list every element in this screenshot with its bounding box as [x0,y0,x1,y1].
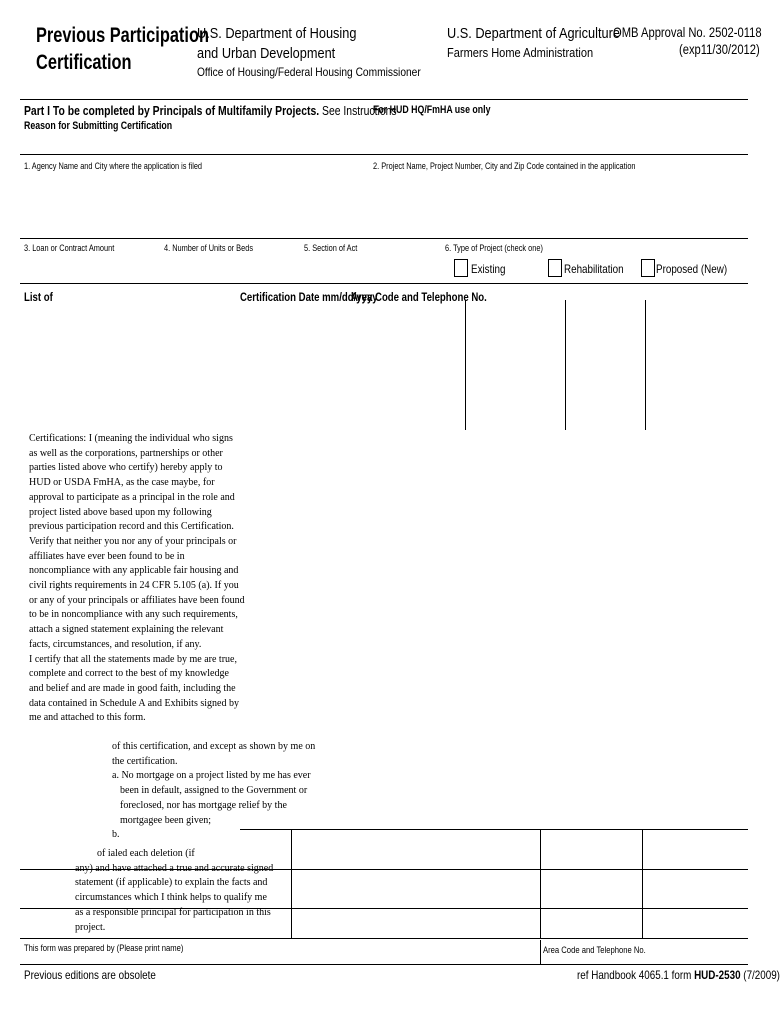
cert-line: Verify that neither you nor any of your principals or [29,535,237,547]
loan-amount-label: 3. Loan or Contract Amount [24,243,115,253]
reason-label: Reason for Submitting Certification [24,120,173,132]
agency-name-label: 1. Agency Name and City where the application is filed [24,161,203,171]
part1-heading-bold: Part I To be completed by Principals of Multifamily Projects. [24,103,320,118]
omb-approval: OMB Approval No. 2502-0118 [613,24,762,40]
cert-line: affiliates have ever been found to be in [29,550,185,562]
rehabilitation-checkbox[interactable] [548,259,562,277]
obsolete-notice: Previous editions are obsolete [24,968,156,982]
area-code-phone-label: Area Code and Telephone No. [351,290,487,304]
form-title-line1: Previous Participation [36,24,209,47]
rehabilitation-option-label: Rehabilitation [564,262,624,276]
cert-line: and belief and are made in good faith, including the [29,682,236,694]
cert-line: noncompliance with any applicable fair housing and [29,565,239,577]
cert-line: any) and have attached a true and accurate signed [75,862,274,874]
form-title [36,22,209,76]
table-col-2 [540,829,541,939]
certification-statement [29,432,245,726]
section-of-act-label: 5. Section of Act [304,243,358,253]
table-row-rule-1 [20,869,748,870]
form-date: (7/2009) [743,968,780,982]
cert-line: project listed above based upon my following [29,506,212,518]
rule-3 [20,283,748,284]
cert-line: of ialed each deletion (if [97,848,195,859]
usda-line2: Farmers Home Administration [447,45,594,60]
cert-line: approval to participate as a principal in the role and [29,491,235,503]
proposed-option-label: Proposed (New) [656,262,728,276]
hud-department [197,24,356,64]
cert-line: attach a signed statement explaining the relevant [29,624,224,636]
list-col-divider-2 [565,300,566,430]
cert-line: been in default, assigned to the Government or [120,785,308,797]
footer-rule [20,964,748,965]
footer-divider [540,940,541,965]
table-col-3 [642,829,643,939]
cert-line: facts, circumstances, and resolution, if any. [29,638,202,650]
hud-line1: U.S. Department of Housing [197,25,357,42]
cert-line: Certifications: I (meaning the individual who signs [29,433,233,444]
existing-checkbox[interactable] [454,259,468,277]
existing-option-label: Existing [471,262,506,276]
footer-area-code-label: Area Code and Telephone No. [543,945,646,955]
cert-line: or any of your principals or affiliates have been found [29,594,245,606]
cert-line: mortgagee been given; [120,814,212,826]
cert-date-label: Certification Date mm/dd/yyyy [240,290,378,304]
cert-line: previous participation record and this Certification. [29,521,234,533]
list-of-label: List of [24,290,53,304]
ref-handbook: ref Handbook 4065.1 form [577,968,692,982]
cert-line: complete and correct to the best of my knowledge [29,668,229,680]
list-col-divider-1 [465,300,466,430]
usda-department [447,24,620,62]
form-title-line2: Certification [36,51,132,74]
header-divider [20,99,748,100]
cert-line: project. [75,921,106,933]
hud-office: Office of Housing/Federal Housing Commissioner [197,65,421,79]
project-name-label: 2. Project Name, Project Number, City and Zip Code contained in the application [373,161,636,171]
cert-line: as a responsible principal for participation in this [75,906,271,918]
see-instructions-text: See Instructions [322,103,397,118]
cert-line: the certification. [112,755,178,767]
cert-line: as well as the corporations, partnerships or other [29,447,223,459]
form-reference [577,968,780,982]
cert-line: of this certification, and except as shown by me on [112,741,316,752]
table-col-1 [291,829,292,939]
table-bottom-rule [20,938,748,939]
cert-line: HUD or USDA FmHA, as the case maybe, for [29,477,215,489]
list-col-divider-3 [645,300,646,430]
form-number: HUD-2530 [694,968,741,982]
cert-line: b. [112,829,120,841]
hud-line2: and Urban Development [197,45,336,62]
cert-line: a. No mortgage on a project listed by me has ever [112,770,311,782]
cert-line: parties listed above who certify) hereby apply to [29,462,223,474]
rule-2 [20,238,748,239]
cert-line: me and attached to this form. [29,712,146,724]
proposed-checkbox[interactable] [641,259,655,277]
hud-use-only-label: For HUD HQ/FmHA use only [373,104,491,116]
project-type-label: 6. Type of Project (check one) [445,243,543,253]
units-label: 4. Number of Units or Beds [164,243,254,253]
omb-expiration: (exp11/30/2012) [679,41,760,57]
certification-statement-final [75,847,273,935]
cert-line: data contained in Schedule A and Exhibits signed by [29,697,239,709]
cert-line: civil rights requirements in 24 CFR 5.105 (a). If you [29,580,239,592]
prepared-by-label: This form was prepared by (Please print name) [24,943,184,953]
cert-line: circumstances which I think helps to qualify me [75,892,267,904]
usda-line1: U.S. Department of Agriculture [447,25,620,42]
part1-heading [24,103,397,118]
table-top-rule [240,829,748,830]
cert-line: foreclosed, nor has mortgage relief by the [120,799,287,811]
certification-statement-continued [112,740,315,843]
rule-1 [20,154,748,155]
cert-line: to be in noncompliance with any such requirements, [29,609,238,621]
cert-line: I certify that all the statements made by me are true, [29,653,237,665]
table-row-rule-2 [20,908,748,909]
cert-line: statement (if applicable) to explain the facts and [75,877,268,889]
